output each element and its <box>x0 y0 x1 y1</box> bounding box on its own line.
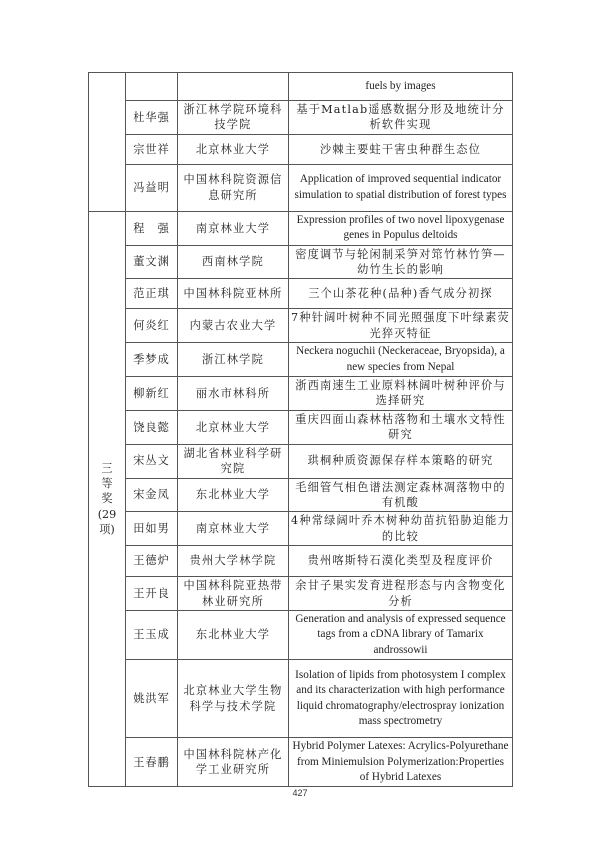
paper-title-cell: 重庆四面山森林枯落物和土壤水文特性研究 <box>289 410 513 444</box>
recipient-name-cell: 王玉成 <box>126 610 178 659</box>
organization-cell: 东北林业大学 <box>178 478 289 512</box>
organization-cell: 湖北省林业科学研究院 <box>178 444 289 478</box>
recipient-name-cell: 柳新红 <box>126 377 178 411</box>
table-row <box>89 211 513 245</box>
organization-cell: 南京林业大学 <box>178 211 289 245</box>
paper-title-cell: 贵州喀斯特石漠化类型及程度评价 <box>289 546 513 577</box>
recipient-name-cell: 田如男 <box>126 512 178 546</box>
paper-title-cell: Isolation of lipids from photosystem I complex and its characterization with high performance liquid chromatography/electrospray ionization mass spectrometry <box>289 660 513 738</box>
organization-cell: 东北林业大学 <box>178 610 289 659</box>
recipient-name-cell: 王春鹏 <box>126 738 178 787</box>
organization-cell: 中国林科院林产化学工业研究所 <box>178 738 289 787</box>
recipient-name-cell: 董文渊 <box>126 245 178 279</box>
recipient-name-cell: 饶良懿 <box>126 410 178 444</box>
paper-title-cell: 珙桐种质资源保存样本策略的研究 <box>289 444 513 478</box>
recipient-name-cell: 季梦成 <box>126 343 178 377</box>
paper-title-cell: 4种常绿阔叶乔木树种幼苗抗铅胁迫能力的比较 <box>289 512 513 546</box>
table-row <box>89 134 513 164</box>
paper-title-cell: 基于Matlab遥感数据分形及地统计分析软件实现 <box>289 101 513 135</box>
recipient-name-cell: 杜华强 <box>126 101 178 135</box>
paper-title-cell: fuels by images <box>289 73 513 101</box>
recipient-name-cell: 宋金凤 <box>126 478 178 512</box>
organization-cell: 中国林科院资源信息研究所 <box>178 164 289 211</box>
table-row <box>89 279 513 309</box>
paper-title-cell: Hybrid Polymer Latexes: Acrylics-Polyurethane from Miniemulsion Polymerization:Properties of Hybrid Latexes <box>289 738 513 787</box>
table-row <box>89 410 513 444</box>
paper-title-cell: 密度调节与轮闲制采笋对筇竹林竹笋—幼竹生长的影响 <box>289 245 513 279</box>
paper-title-cell: Expression profiles of two novel lipoxygenase genes in Populus deltoids <box>289 211 513 245</box>
paper-title-cell: 三个山茶花种(品种)香气成分初探 <box>289 279 513 309</box>
table-row <box>89 546 513 577</box>
table-row <box>89 377 513 411</box>
paper-title-cell: Neckera noguchii (Neckeraceae, Bryopsida), a new species from Nepal <box>289 343 513 377</box>
recipient-name-cell: 王开良 <box>126 577 178 611</box>
organization-cell: 浙江林学院环境科技学院 <box>178 101 289 135</box>
recipient-name-cell: 宋丛文 <box>126 444 178 478</box>
awards-table-body <box>89 73 513 787</box>
table-row <box>89 309 513 343</box>
recipient-name-cell: 范正琪 <box>126 279 178 309</box>
page-number: 427 <box>292 788 308 798</box>
recipient-name-cell: 冯益明 <box>126 164 178 211</box>
organization-cell: 中国林科院亚热带林业研究所 <box>178 577 289 611</box>
table-row <box>89 478 513 512</box>
paper-title-cell: 毛细管气相色谱法测定森林凋落物中的有机酸 <box>289 478 513 512</box>
paper-title-cell: 7种针阔叶树种不同光照强度下叶绿素荧光猝灭特征 <box>289 309 513 343</box>
table-row <box>89 660 513 738</box>
organization-cell: 南京林业大学 <box>178 512 289 546</box>
organization-cell: 西南林学院 <box>178 245 289 279</box>
table-row <box>89 343 513 377</box>
recipient-name-cell <box>126 73 178 101</box>
paper-title-cell: Application of improved sequential indicator simulation to spatial distribution of forest types <box>289 164 513 211</box>
table-row <box>89 245 513 279</box>
organization-cell: 北京林业大学生物科学与技术学院 <box>178 660 289 738</box>
table-row <box>89 577 513 611</box>
organization-cell: 中国林科院亚林所 <box>178 279 289 309</box>
paper-title-cell: 沙棘主要蛀干害虫种群生态位 <box>289 134 513 164</box>
recipient-name-cell: 王德炉 <box>126 546 178 577</box>
recipient-name-cell: 何炎红 <box>126 309 178 343</box>
table-row <box>89 164 513 211</box>
organization-cell: 贵州大学林学院 <box>178 546 289 577</box>
table-row <box>89 610 513 659</box>
paper-title-cell: Generation and analysis of expressed sequence tags from a cDNA library of Tamarix androssowii <box>289 610 513 659</box>
recipient-name-cell: 宗世祥 <box>126 134 178 164</box>
award-category-cell: 三 等 奖 (29 项) <box>89 211 126 787</box>
table-row <box>89 512 513 546</box>
table-row <box>89 101 513 135</box>
organization-cell: 浙江林学院 <box>178 343 289 377</box>
table-row <box>89 73 513 101</box>
organization-cell: 丽水市林科所 <box>178 377 289 411</box>
recipient-name-cell: 姚洪军 <box>126 660 178 738</box>
awards-table <box>88 72 513 787</box>
table-row <box>89 738 513 787</box>
award-category-cell <box>89 73 126 212</box>
organization-cell <box>178 73 289 101</box>
organization-cell: 内蒙古农业大学 <box>178 309 289 343</box>
table-row <box>89 444 513 478</box>
organization-cell: 北京林业大学 <box>178 410 289 444</box>
paper-title-cell: 余甘子果实发育进程形态与内含物变化分析 <box>289 577 513 611</box>
recipient-name-cell: 程 强 <box>126 211 178 245</box>
organization-cell: 北京林业大学 <box>178 134 289 164</box>
paper-title-cell: 浙西南速生工业原料林阔叶树种评价与选择研究 <box>289 377 513 411</box>
